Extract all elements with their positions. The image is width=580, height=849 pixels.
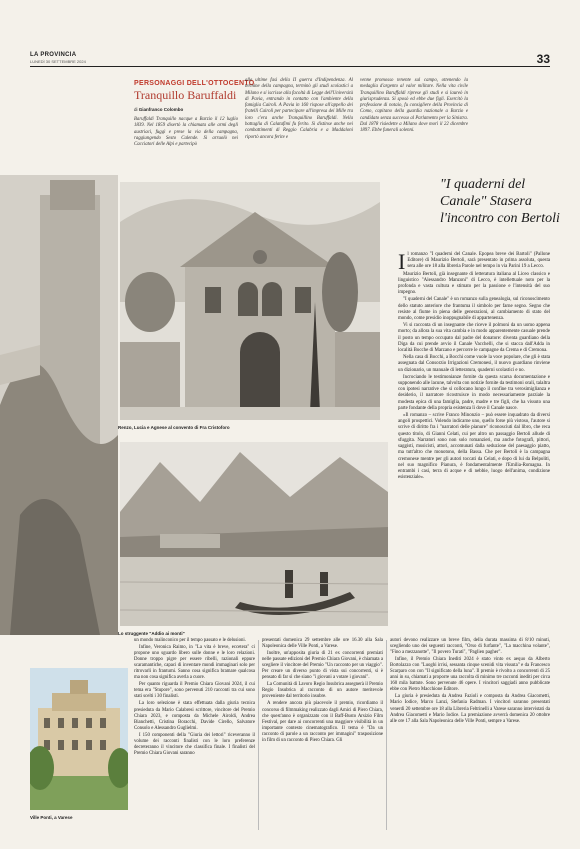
column-divider [258,640,259,830]
column-divider [386,640,387,830]
main-paragraph: "I quaderni del Canale" è un romanzo sulla genealogia, sul riconoscimento dello statuto anteriore che frantuma il simbolo per farne segno. Segno che resiste al fiume in piena delle generazioni, al cambiamento di stato del mondo, come presidio inoppugnabile di appartenenza. [398,297,550,322]
bottom-paragraph: La giuria è presieduta da Andrea Fazioli e composta da Andrea Giacometti, Mario Iodice, Marco Lanzi, Stefania Radman. I vincitori saranno presentati venerdì 20 settembre ore 18 alla Libreria Feltrinelli a Varese saranno intervistati da Andrea Giacometti e Mario Iodice. La premiazione avverrà domenica 20 ottobre alle ore 17 alla Sala Napoleonica delle Ville Ponti, sempre a Varese. [390,694,550,724]
sidebar-text: Baruffaldi Tranquillo nacque a Barzio il 12 luglio 1839. Nel 1859 disertò la chiamata alle armi degli austriaci, fuggì e prese la via della campagna, raggiungendo Sesto Calende. Si arruolò nei Cacciatori delle Alpi e partecipò [134,117,238,148]
bottom-paragraph: un mondo malinconico per il tempo passato e le delusioni. [134,638,246,643]
left-illustration-svg [0,175,118,635]
bottom-paragraph: La Comunità di Lavoro Regio Insubrica assegnerà il Premio Regio Insubrica al racconto di un autore meritevole proveniente dal territorio insubre. [262,682,383,700]
bottom-paragraph: autori devono realizzare un breve film, della durata massima di 8/10 minuti, scegliendo uno dei seguenti racconti, "Orso di furfante", "La macchina volante", "Fino a mezzanotte", "Il povero Turati", "Paglien pagher". [390,638,550,656]
sidebar-text: alle ultime fasi della II guerra d'Indipendenza. Al termine della campagna, terminò gli studi scolastici a Milano e si iscrisse alla facoltà di Legge dell'Università di Pavia, entrando in contatto con l'ambiente della famiglia Cairoli. A Pavia in 160 rispose all'appello dei fratelli Cairoli per partecipare all'impresa dei Mille tra loro c'era anche Tranquillino Baruffaldi. Nella battaglia di Calatafimi fu ferito. Si distinse anche nei combattimenti di Reggio Calabria e a Maddaloni riportò ancora ferite e [245,78,353,140]
main-paragraph: Vi si racconta di un insegnante che riceve il polmoni da un uomo appena morto; da allora la sua vita cambia e in modo apparentemente casuale prende il posto un tempo occupato dal padre del donatore: diventa guardiano della Diga da cui prende avvio il Canale Vacchelli, che si stacca dall'Adda in località Bocche di Marzano e percorre le campagne da Crema e di Cremona. [398,323,550,354]
bottom-paragraph: Infine, il Premio Chiara Inediti 2024 è stato vinto ex aequo da Alberto Bortolazzo con "Luoghi irrisi, sessanta cinque scenidi vita vissuta" e da Francesco Scarparo con con "Il significato della luna". Il premio è rivolto a concorrenti di 25 anni in su, chiamati a proporre una raccolta di minimo tre racconti inediti per circa 160 mila battute. Sono pervenute 46 opere. I vincitori saggiadi anno pubblicate ebbe con Pietro Macchione Editore. [390,657,550,693]
bottom-col-3 [390,638,550,726]
lake-illustration-svg [120,442,388,626]
main-article-dropcap: I [398,249,406,274]
bottom-paragraph: Per quanto riguarda il Premio Chiara Giovani 2024, il cui tema era "Stupore", sono pervenuti 210 racconti tra cui sono stati scelti i 30 finalisti. [134,682,255,700]
bottom-paragraph: Inoltre, un'apposita giuria di 21 ex concorrenti premiati nelle passate edizioni del Premio Chiara Giovani, è chiamata a scegliere il vincitore del Premio "Un racconto per un viaggio". Per creare un diverso punto di vista sui concorrenti, si è pensato di far sì che siano "i giovani a votare i giovani". [262,651,383,681]
sidebar-byline [134,107,183,112]
sidebar-col-1 [134,117,238,148]
sidebar-text: venne promosso tenente sul campo, ottenendo la medaglia d'argento al valor militare. Nella vita civile Tranquillino Baruffaldi riprese gli studi e si laureò in giurisprudenza. Si sposò ed ebbe due figli. Esercitò la professione di notaio, fu consigliere della Provincia di Como, capitano della guardia nazionale a Barzio e candidato senza successo al Parlamento per la Sinistra. Dal 1878 risiedette a Milano dove morì il 22 dicembre 1897. Ebbe funerali solenni. [360,78,468,134]
byline-author: Gianfranco Colombo [138,107,184,112]
bottom-col-1 [134,638,255,758]
main-paragraph: l romanzo "I quaderni del Canale. Epopea breve dei Bartoli" (Pallone Editore) di Maurizio Bertoli, sarà presentato in prima assoluta, questa sera alle ore 18 alla libreria Parole nel tempo in via Parini 19 a Lecco. [407,252,550,270]
main-paragraph: Nella casa di Bocchi, a Bocchi come vuole la voce popolare, che gli è stata assegnata dal Consorzio Irrigazioni Cremonesi, il nuovo guardiano rinviene un dizionario, un manuale di letteratura, quaderni scolastici e no. [398,355,550,373]
byline-prefix: di [134,107,138,112]
bottom-paragraph: A rendere ancora più piacevole il premio, ricordiamo il concorso di filmmaking realizzato dagli Amici di Piero Chiara, che quest'anno è organizzato con il Baff-Busto Arsizio Film Festival, per dare ai concorrenti una maggiore visibilità in un importante contesto cinematografico. Il tema è "Da un racconto di parole a un racconto per immagini" trasposizione in film di un racconto di Piero Chiara. Gli [262,701,383,743]
sidebar-title: Tranquillo Baruffaldi [134,88,237,102]
villa-photo [30,668,128,810]
main-paragraph: «Il romanzo – scrive Franco Minonzio – può essere inquadrato da diversi angoli prospettici. Volendo indicarne uno, quello forse più vistoso, l'autore si scrive di diritto fra i "narratori delle pianure" riconosciuti dal libro, che reca questo titolo, di Gianni Celati, cui per altro un passaggio Bertoli allude di sfuggita. Narratori sono non solo romanzieri, ma anche fotografi, pittori, saggisti, musicisti, attori, accomunati dalla seduzione del paesaggio piatto, ma tutt'altro che monotono, della Bassa. Che per Bertoli è la campagna cremonese mentre per gli autori toccati da Celati, e dopo di lui da Belpoliti, nel suo magnifico Pianura, è fondamentalmente l'Emilia-Romagna. In entrambi i casi, terra di acque e di nebbie, luogo dell'anima, condizione esistenziale». [398,413,550,481]
masthead-date: LUNEDÌ 30 SETTEMBRE 2024 [30,59,86,64]
villa-caption: Ville Ponti, a Varese [30,815,73,820]
convent-caption: Renzo, Lucia e Agnese al convento di Fra Cristoforo [118,425,230,430]
bottom-paragraph: presentati domenica 29 settembre alle ore 16.30 alla Sala Napoleonica delle Ville Ponti, a Varese. [262,638,383,650]
sidebar-col-3 [360,78,468,135]
villa-photo-svg [30,668,128,810]
convent-illustration [120,182,380,420]
main-paragraph: Maurizio Bertoli, già insegnante di letteratura italiana al Liceo classico e linguistico "Alessandro Manzoni" di Lecco, è intellettuale noto per la profonda e vasta cultura e stimato per la passione e l'intensità del suo impegno. [398,271,550,296]
bottom-paragraph: Infine, Veronica Raimo, in "La vita è breve, eccetera" ci propone uno sguardo libero sulle donne e le loro relazioni. Donne troppo pigre per essere ribelli, razionali eppure scaramantiche, capaci di inventare mondi immaginari solo per ritrovarli in frantumi. Sanno cosa significa bramare qualcosa ma non cosa significa averla a cuore. [134,645,255,681]
sidebar-col-2 [245,78,353,141]
bottom-col-2 [262,638,383,745]
main-article-body [398,249,550,482]
lake-illustration [120,442,388,626]
main-article-title: "I quaderni del Canale" Stasera l'incontro con Bertoli [440,177,560,226]
convent-illustration-svg [120,182,380,420]
lake-caption: Lo struggente "Addio ai monti" [118,631,185,636]
main-paragraph: Incrociando le testimonianze fornite da questa scarsa documentazione e supponendo alle lacune, talvolta con notizie fornite da testimoni orali, talaltra con ipotesi narrative che si collocano lungo il confine tra verosimiglianza e desiderio, il narratore ricostruisce in modo necessariamente parziale la modesta epica di una famiglia, padre, madre e tre figli, che ha vissuto una parte fondante della propria esistenza lì dove il Canale nasce. [398,374,550,411]
left-illustration [0,175,118,635]
header-rule [30,66,550,67]
masthead-name: LA PROVINCIA [30,52,77,58]
page-number: 33 [536,52,550,66]
bottom-paragraph: La loro selezione è stata effettuata dalla giuria tecnica presieduta da Mario Calabresi scrittore, vincitore del Premio Chiara 2023, e composta da Michele Airoldi, Andrea Bianchetti, Cristina Boracchi, Davide Cirello, Salvatore Consolo e Alessandro Guglielmi. [134,701,255,731]
bottom-paragraph: I 150 componenti della "Giuria dei lettori" riceveranno il volume dei racconti finalisti con le loro preferenze decreteranno il vincitore che classifica finale. I finalisti del Premio Chiara Giovani saranno [134,732,255,756]
sidebar-kicker: PERSONAGGI DELL'OTTOCENTO [134,80,255,87]
